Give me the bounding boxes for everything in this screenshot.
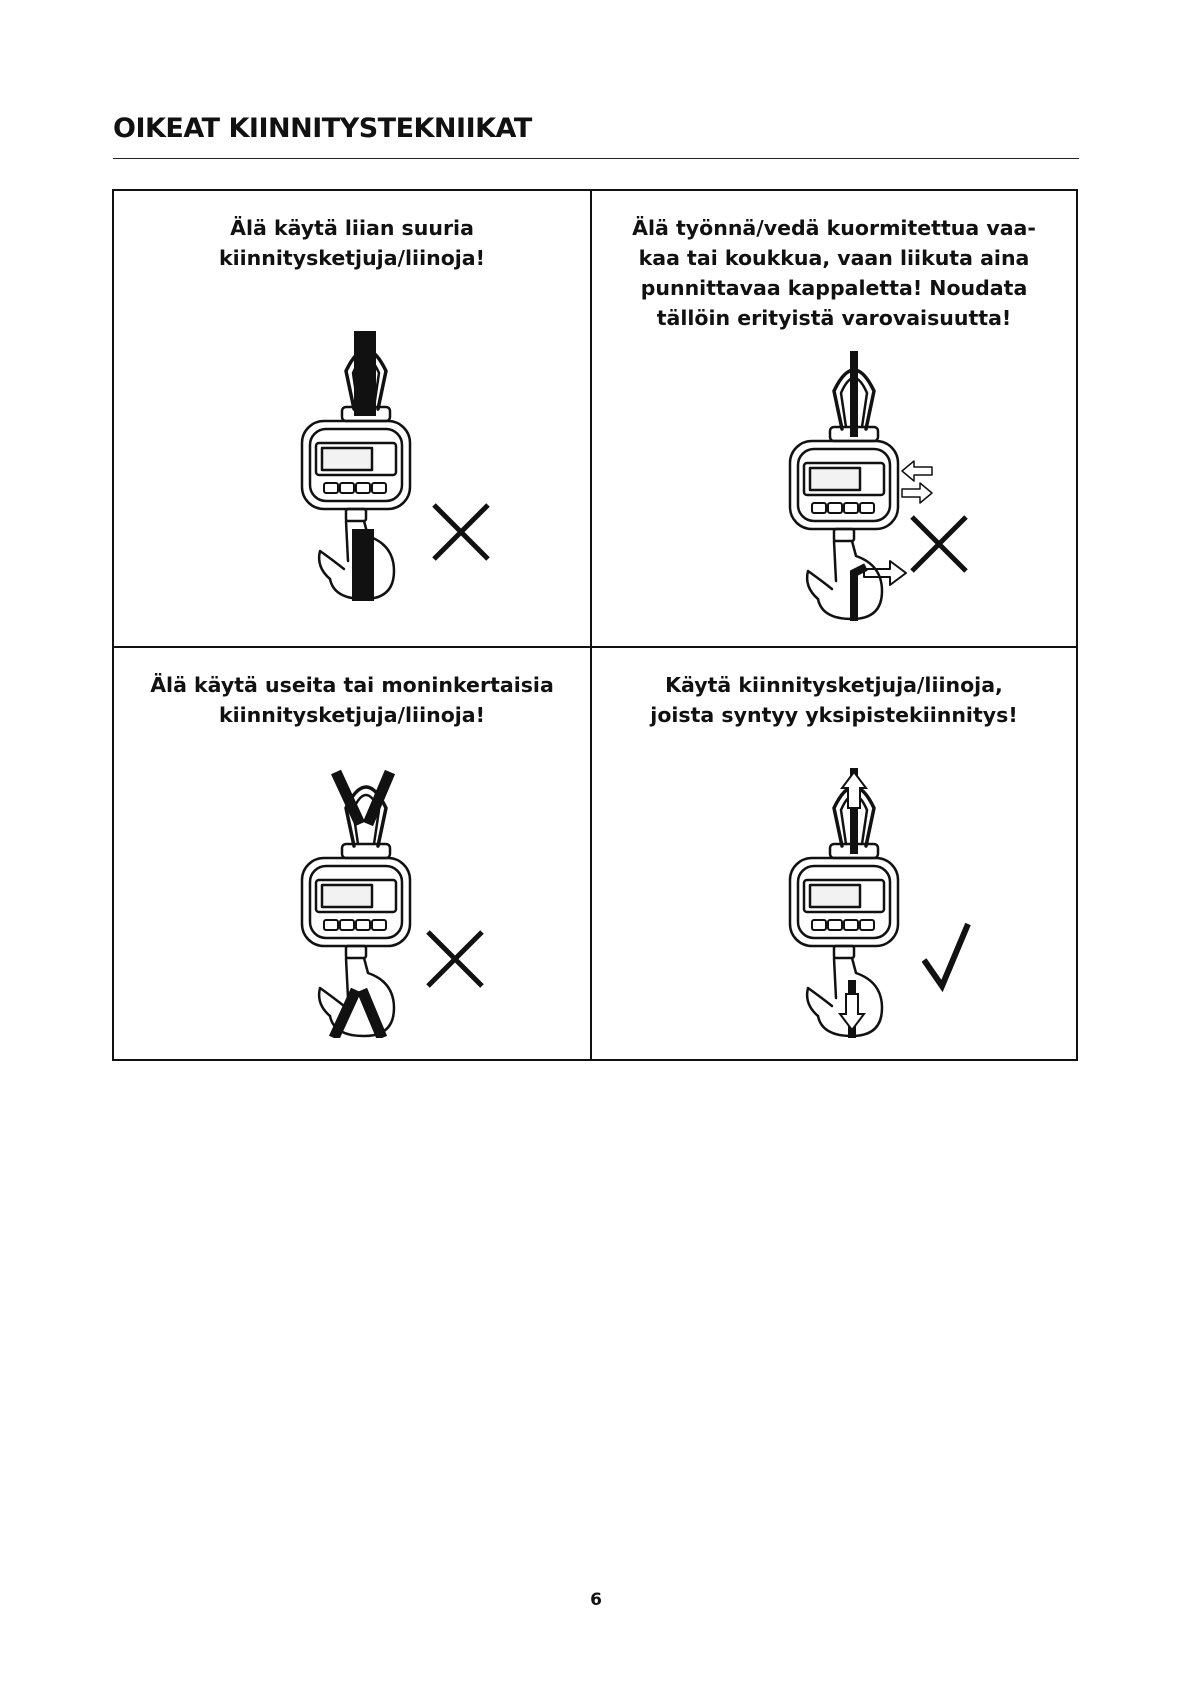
- panel-multiple-chains: [114, 648, 592, 1059]
- panel-caption: Älä käytä liian suuria kiinnitysketjuja/liinoja!: [219, 216, 485, 270]
- attachment-techniques-grid: [112, 189, 1078, 1061]
- crane-scale-illustration: [294, 768, 494, 1038]
- panel-caption: Älä käytä useita tai moninkertaisia kiinnitysketjuja/liinoja!: [150, 673, 554, 727]
- panel-no-push-pull: [592, 191, 1076, 648]
- panel-oversized-chains: [114, 191, 592, 648]
- panel-single-point-attachment: [592, 648, 1076, 1059]
- page-title: OIKEAT KIINNITYSTEKNIIKAT: [113, 113, 532, 144]
- panel-caption: Älä työnnä/vedä kuormitettua vaa- kaa tai koukkua, vaan liikuta aina punnittavaa kappaletta! Noudata tällöin erityistä varovaisuutta!: [632, 216, 1036, 330]
- title-divider: [113, 158, 1079, 159]
- crane-scale-illustration: [782, 768, 982, 1038]
- crane-scale-illustration: [782, 351, 982, 621]
- panel-caption: Käytä kiinnitysketjuja/liinoja, joista syntyy yksipistekiinnitys!: [650, 673, 1018, 727]
- checkmark-icon: [922, 920, 974, 992]
- page-number: 6: [590, 1590, 602, 1610]
- cross-icon: [908, 513, 970, 575]
- cross-icon: [430, 501, 492, 563]
- cross-icon: [424, 928, 486, 990]
